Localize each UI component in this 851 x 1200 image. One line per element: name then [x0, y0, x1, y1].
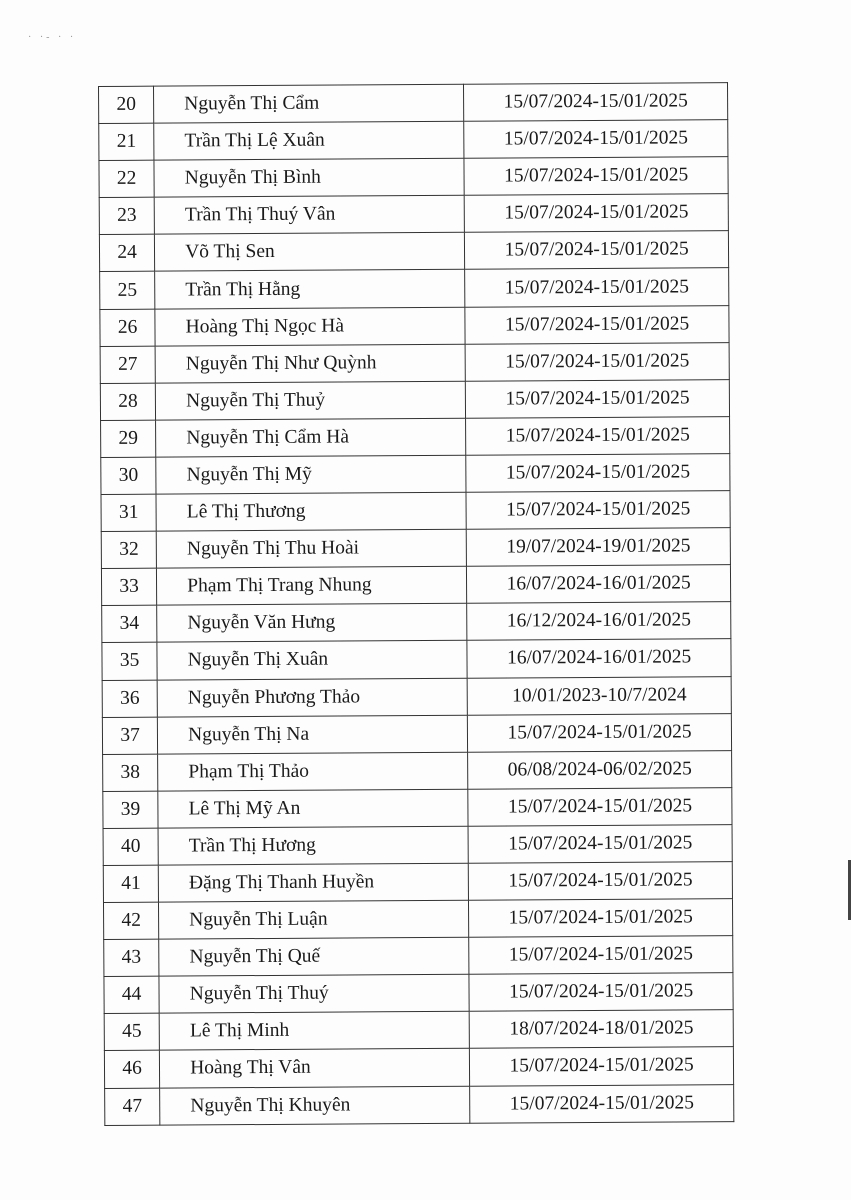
table-row	[99, 120, 728, 161]
person-name: Nguyễn Thị Xuân	[157, 641, 467, 680]
date-range: 15/07/2024-15/01/2025	[464, 194, 728, 233]
person-name: Nguyễn Thị Bình	[154, 158, 464, 197]
row-number: 30	[101, 457, 156, 494]
row-number: 26	[100, 309, 155, 346]
person-name: Nguyễn Thị Luận	[159, 900, 469, 939]
table-row	[101, 454, 730, 495]
table-row	[99, 194, 728, 235]
person-name: Trần Thị Lệ Xuân	[154, 121, 464, 160]
date-range: 19/07/2024-19/01/2025	[466, 528, 730, 567]
person-name: Nguyễn Thị Cẩm Hà	[156, 418, 466, 457]
row-number: 42	[103, 902, 158, 939]
row-number: 37	[102, 717, 157, 754]
row-number: 32	[101, 531, 156, 568]
date-range: 16/07/2024-16/01/2025	[467, 639, 731, 678]
row-number: 35	[102, 643, 157, 680]
row-number: 28	[100, 383, 155, 420]
row-number: 23	[99, 197, 154, 234]
person-name: Nguyễn Thị Quế	[159, 937, 469, 976]
date-range: 15/07/2024-15/01/2025	[469, 973, 733, 1012]
scan-mark: · ·- · ·	[28, 32, 77, 43]
person-name: Nguyễn Thị Na	[158, 715, 468, 754]
table-row	[100, 379, 729, 420]
person-name: Trần Thị Thuý Vân	[154, 196, 464, 235]
date-range: 16/07/2024-16/01/2025	[467, 565, 731, 604]
row-number: 38	[103, 754, 158, 791]
person-name: Nguyễn Thị Như Quỳnh	[155, 344, 465, 383]
person-name: Nguyễn Thị Thu Hoài	[156, 529, 466, 568]
table-row	[102, 676, 731, 717]
date-range: 15/07/2024-15/01/2025	[470, 1084, 734, 1123]
date-range: 15/07/2024-15/01/2025	[466, 379, 730, 418]
row-number: 36	[102, 680, 157, 717]
row-number: 45	[104, 1013, 159, 1050]
row-number: 46	[104, 1051, 159, 1088]
table-row	[99, 83, 728, 124]
date-range: 15/07/2024-15/01/2025	[470, 1047, 734, 1086]
date-range: 15/07/2024-15/01/2025	[468, 862, 732, 901]
table-row	[100, 342, 729, 383]
roster-table-body	[99, 83, 734, 1125]
row-number: 40	[103, 828, 158, 865]
person-name: Nguyễn Phương Thảo	[157, 678, 467, 717]
date-range: 15/07/2024-15/01/2025	[465, 305, 729, 344]
row-number: 20	[99, 86, 154, 123]
date-range: 15/07/2024-15/01/2025	[464, 157, 728, 196]
date-range: 15/07/2024-15/01/2025	[468, 787, 732, 826]
date-range: 16/12/2024-16/01/2025	[467, 602, 731, 641]
row-number: 34	[102, 605, 157, 642]
roster-table	[98, 82, 734, 1125]
table-row	[104, 973, 733, 1014]
table-row	[103, 750, 732, 791]
date-range: 15/07/2024-15/01/2025	[464, 120, 728, 159]
person-name: Phạm Thị Trang Nhung	[157, 566, 467, 605]
person-name: Võ Thị Sen	[155, 233, 465, 272]
person-name: Hoàng Thị Ngọc Hà	[155, 307, 465, 346]
table-row	[103, 825, 732, 866]
table-row	[104, 936, 733, 977]
date-range: 06/08/2024-06/02/2025	[468, 750, 732, 789]
person-name: Trần Thị Hương	[158, 826, 468, 865]
person-name: Lê Thị Minh	[159, 1012, 469, 1051]
row-number: 31	[101, 494, 156, 531]
table-row	[105, 1084, 734, 1125]
date-range: 15/07/2024-15/01/2025	[466, 416, 730, 455]
row-number: 29	[101, 420, 156, 457]
table-row	[101, 416, 730, 457]
person-name: Phạm Thị Thảo	[158, 752, 468, 791]
row-number: 47	[105, 1088, 160, 1125]
table-row	[100, 268, 729, 309]
person-name: Hoàng Thị Vân	[160, 1049, 470, 1088]
person-name: Trần Thị Hằng	[155, 270, 465, 309]
person-name: Lê Thị Thương	[156, 492, 466, 531]
row-number: 24	[99, 235, 154, 272]
date-range: 15/07/2024-15/01/2025	[465, 342, 729, 381]
date-range: 15/07/2024-15/01/2025	[468, 713, 732, 752]
table-row	[103, 862, 732, 903]
row-number: 41	[103, 865, 158, 902]
row-number: 25	[100, 272, 155, 309]
date-range: 15/07/2024-15/01/2025	[469, 899, 733, 938]
table-row	[103, 899, 732, 940]
row-number: 21	[99, 123, 154, 160]
date-range: 15/07/2024-15/01/2025	[468, 825, 732, 864]
date-range: 15/07/2024-15/01/2025	[466, 491, 730, 530]
table-row	[103, 787, 732, 828]
row-number: 27	[100, 346, 155, 383]
table-row	[101, 565, 730, 606]
table-row	[102, 639, 731, 680]
row-number: 44	[104, 976, 159, 1013]
row-number: 39	[103, 791, 158, 828]
table-row	[99, 157, 728, 198]
person-name: Nguyễn Thị Thuý	[159, 974, 469, 1013]
person-name: Nguyễn Thị Thuỷ	[155, 381, 465, 420]
row-number: 22	[99, 160, 154, 197]
date-range: 10/01/2023-10/7/2024	[467, 676, 731, 715]
row-number: 43	[104, 939, 159, 976]
table-row	[101, 491, 730, 532]
date-range: 15/07/2024-15/01/2025	[469, 936, 733, 975]
date-range: 18/07/2024-18/01/2025	[469, 1010, 733, 1049]
date-range: 15/07/2024-15/01/2025	[465, 231, 729, 270]
table-row	[102, 713, 731, 754]
table-row	[99, 231, 728, 272]
person-name: Lê Thị Mỹ An	[158, 789, 468, 828]
date-range: 15/07/2024-15/01/2025	[466, 454, 730, 493]
person-name: Nguyễn Thị Khuyên	[160, 1086, 470, 1125]
person-name: Đặng Thị Thanh Huyền	[158, 863, 468, 902]
person-name: Nguyễn Thị Mỹ	[156, 455, 466, 494]
table-row	[102, 602, 731, 643]
person-name: Nguyễn Văn Hưng	[157, 604, 467, 643]
date-range: 15/07/2024-15/01/2025	[465, 268, 729, 307]
table-row	[101, 528, 730, 569]
table-row	[104, 1010, 733, 1051]
row-number: 33	[101, 568, 156, 605]
table-row	[100, 305, 729, 346]
table-row	[104, 1047, 733, 1088]
date-range: 15/07/2024-15/01/2025	[464, 83, 728, 122]
person-name: Nguyễn Thị Cẩm	[154, 84, 464, 123]
